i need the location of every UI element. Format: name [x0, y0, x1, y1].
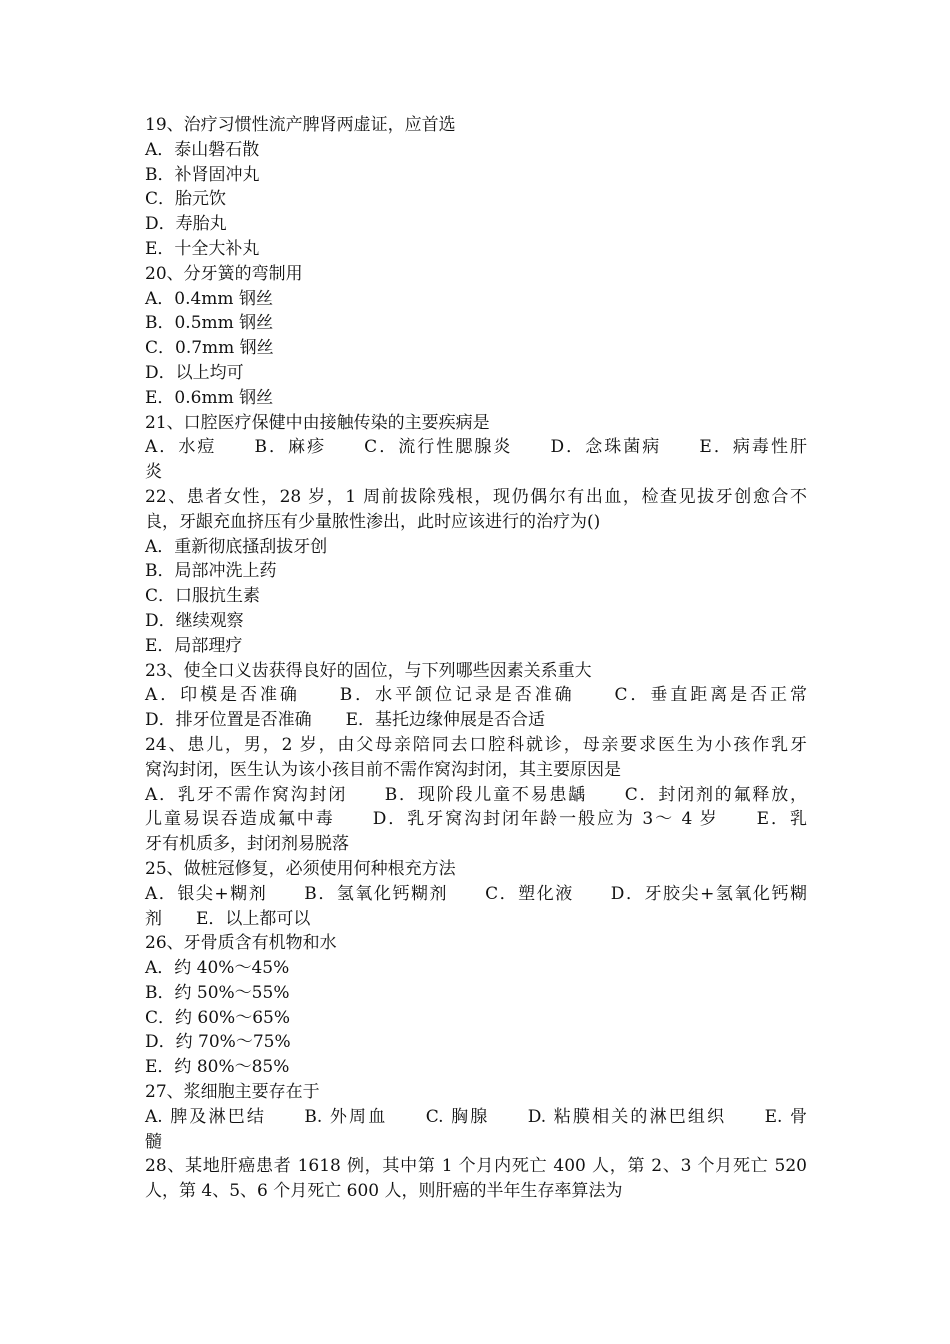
answer-option: D．继续观察	[145, 610, 244, 631]
question-stem: 24、患儿，男，2 岁，由父母亲陪同去口腔科就诊，母亲要求医生为小孩作乳牙	[145, 734, 807, 755]
question-stem: 窝沟封闭，医生认为该小孩目前不需作窝沟封闭，其主要原因是	[145, 759, 621, 780]
answer-option: E．约 80%～85%	[145, 1057, 290, 1078]
answer-option: B．补肾固冲丸	[145, 164, 260, 185]
answer-option: A．重新彻底搔刮拔牙创	[145, 536, 328, 557]
answer-option: E．十全大补丸	[145, 238, 260, 259]
question-block	[145, 485, 807, 659]
question-stem: 良，牙龈充血挤压有少量脓性渗出，此时应该进行的治疗为()	[145, 511, 601, 532]
question-stem: 25、做桩冠修复，必须使用何种根充方法	[145, 858, 456, 879]
answer-option: A．约 40%～45%	[145, 958, 290, 979]
answer-option: D．以上均可	[145, 362, 244, 383]
answer-option: A. 脾及淋巴结 B. 外周血 C. 胸腺 D. 粘膜相关的淋巴组织 E. 骨	[145, 1106, 807, 1127]
question-block	[145, 1080, 807, 1154]
answer-option: D．寿胎丸	[145, 214, 227, 235]
answer-option: D．约 70%～75%	[145, 1032, 291, 1053]
question-stem: 19、治疗习惯性流产脾肾两虚证，应首选	[145, 115, 456, 135]
question-stem: 20、分牙簧的弯制用	[145, 263, 303, 284]
answer-option: D．排牙位置是否准确 E．基托边缘伸展是否合适	[145, 710, 546, 731]
question-stem: 22、患者女性，28 岁，1 周前拔除残根，现仍偶尔有出血，检查见拔牙创愈合不	[145, 486, 807, 507]
answer-option: C．约 60%～65%	[145, 1007, 290, 1028]
question-list	[145, 113, 807, 1204]
answer-option: 牙有机质多，封闭剂易脱落	[145, 834, 349, 855]
question-stem: 27、浆细胞主要存在于	[145, 1082, 320, 1103]
question-block	[145, 733, 807, 857]
question-block	[145, 857, 807, 931]
question-stem: 23、使全口义齿获得良好的固位，与下列哪些因素关系重大	[145, 660, 592, 681]
question-block	[145, 262, 807, 411]
question-stem: 26、牙骨质含有机物和水	[145, 933, 337, 954]
question-block	[145, 931, 807, 1080]
question-stem: 人，第 4、5、6 个月死亡 600 人，则肝癌的半年生存率算法为	[145, 1181, 623, 1202]
question-block	[145, 411, 807, 485]
answer-option: B．约 50%～55%	[145, 982, 290, 1003]
answer-option: C．0.7mm 钢丝	[145, 338, 274, 359]
answer-option: C．口服抗生素	[145, 586, 261, 607]
answer-option: 剂 E．以上都可以	[145, 908, 311, 929]
question-stem: 21、口腔医疗保健中由接触传染的主要疾病是	[145, 412, 490, 433]
question-block	[145, 659, 807, 733]
question-block	[145, 113, 807, 262]
question-block	[145, 1154, 807, 1204]
answer-option: 炎	[145, 462, 162, 483]
answer-option: A．印模是否准确 B．水平颌位记录是否准确 C．垂直距离是否正常	[145, 685, 807, 706]
answer-option: E．局部理疗	[145, 635, 243, 656]
answer-option: E．0.6mm 钢丝	[145, 387, 274, 408]
answer-option: 髓	[145, 1131, 162, 1152]
answer-option: B．0.5mm 钢丝	[145, 313, 274, 334]
answer-option: A．水痘 B．麻疹 C．流行性腮腺炎 D．念珠菌病 E．病毒性肝	[145, 437, 807, 458]
answer-option: A．乳牙不需作窝沟封闭 B．现阶段儿童不易患龋 C．封闭剂的氟释放，	[145, 784, 807, 805]
answer-option: C．胎元饮	[145, 189, 227, 210]
answer-option: A．0.4mm 钢丝	[145, 288, 273, 309]
answer-option: A．银尖+糊剂 B．氢氧化钙糊剂 C．塑化液 D．牙胶尖+氢氧化钙糊	[145, 883, 807, 904]
question-stem: 28、某地肝癌患者 1618 例，其中第 1 个月内死亡 400 人，第 2、3 个月死亡 520	[145, 1156, 807, 1177]
answer-option: B．局部冲洗上药	[145, 561, 277, 582]
answer-option: 儿童易误吞造成氟中毒 D．乳牙窝沟封闭年龄一般应为 3～ 4 岁 E．乳	[145, 809, 807, 830]
answer-option: A．泰山磐石散	[145, 139, 260, 160]
